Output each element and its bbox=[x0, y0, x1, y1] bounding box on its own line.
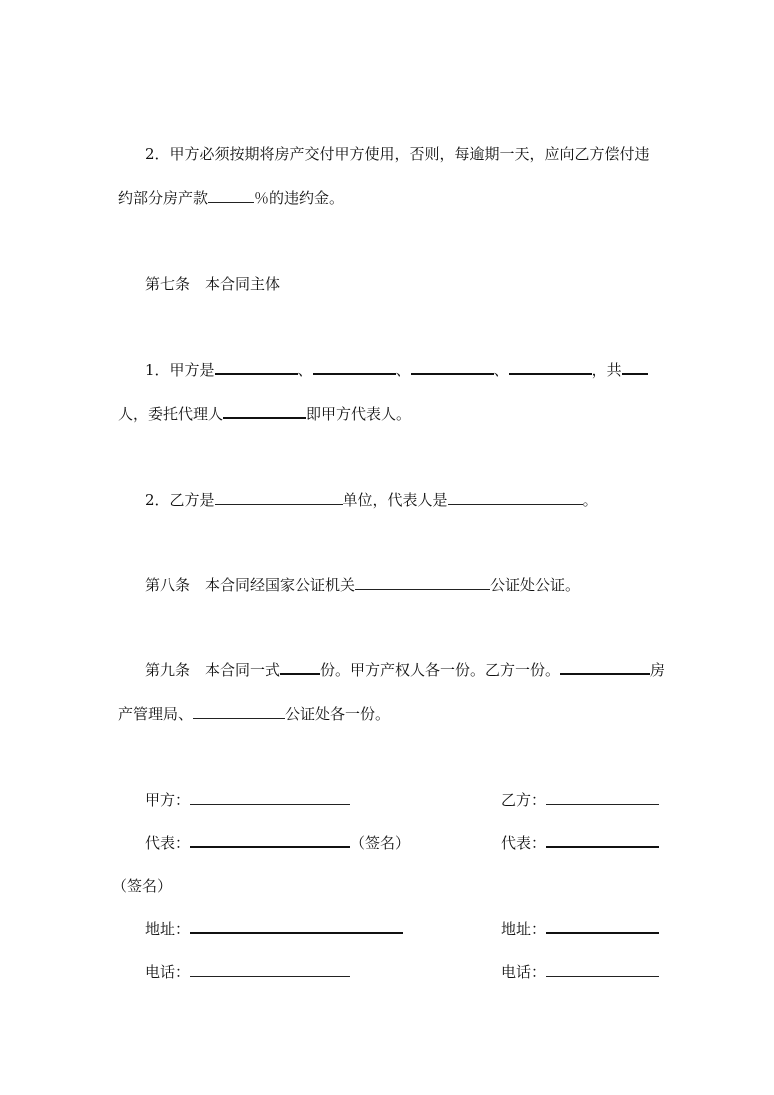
party-a-name-blank-1[interactable] bbox=[215, 371, 298, 375]
article-9-line2: 产管理局、 公证处各一份。 bbox=[118, 705, 391, 723]
party-b-unit-blank[interactable] bbox=[215, 502, 343, 505]
art6-clause2-line1: 2．甲方必须按期将房产交付甲方使用，否则，每逾期一天，应向乙方偿付违 bbox=[145, 145, 650, 163]
party-a-signature-row: 甲方： bbox=[145, 790, 350, 810]
penalty-percent-blank[interactable] bbox=[208, 200, 254, 203]
party-a-representative-field[interactable] bbox=[190, 844, 350, 848]
art6-clause2-line2: 约部分房产款 ％的违约金。 bbox=[118, 189, 345, 207]
party-a-representative-row: 代表： （签名） bbox=[145, 834, 411, 852]
party-b-representative-row: 代表： bbox=[501, 833, 659, 853]
notary-office-blank[interactable] bbox=[355, 587, 490, 590]
party-b-representative-field[interactable] bbox=[546, 844, 659, 848]
party-a-phone-row: 电话： bbox=[145, 962, 350, 982]
party-a-signature-field[interactable] bbox=[190, 802, 350, 805]
party-b-phone-field[interactable] bbox=[546, 974, 659, 977]
party-b-sign-note: （签名） bbox=[112, 877, 173, 895]
art7-clause2: 2．乙方是 单位，代表人是 。 bbox=[145, 491, 598, 509]
art7-clause1-line1: 1．甲方是 、 、 、 ，共 bbox=[145, 360, 648, 380]
party-b-address-row: 地址： bbox=[501, 919, 659, 939]
party-a-address-field[interactable] bbox=[190, 930, 403, 934]
party-b-signature-field[interactable] bbox=[546, 802, 659, 805]
party-b-signature-row: 乙方： bbox=[501, 790, 659, 810]
party-a-count-blank[interactable] bbox=[622, 371, 648, 375]
party-b-phone-row: 电话： bbox=[501, 962, 659, 982]
party-a-address-row: 地址： bbox=[145, 919, 403, 939]
article-7-heading: 第七条 本合同主体 bbox=[145, 275, 281, 293]
party-a-name-blank-4[interactable] bbox=[509, 371, 592, 375]
agent-name-blank[interactable] bbox=[223, 415, 306, 419]
party-a-name-blank-2[interactable] bbox=[313, 371, 396, 375]
art7-clause1-line2: 人，委托代理人 即甲方代表人。 bbox=[118, 405, 412, 423]
article-8: 第八条 本合同经国家公证机关 公证处公证。 bbox=[145, 576, 581, 594]
party-a-name-blank-3[interactable] bbox=[411, 371, 494, 375]
housing-bureau-blank[interactable] bbox=[560, 671, 650, 675]
party-b-address-field[interactable] bbox=[546, 930, 659, 934]
party-b-representative-blank[interactable] bbox=[448, 502, 583, 505]
party-a-phone-field[interactable] bbox=[190, 974, 350, 977]
article-9-line1: 第九条 本合同一式 份。甲方产权人各一份。乙方一份。 房 bbox=[145, 661, 666, 679]
copies-count-blank[interactable] bbox=[280, 671, 320, 675]
notary-office-blank-2[interactable] bbox=[193, 716, 285, 719]
